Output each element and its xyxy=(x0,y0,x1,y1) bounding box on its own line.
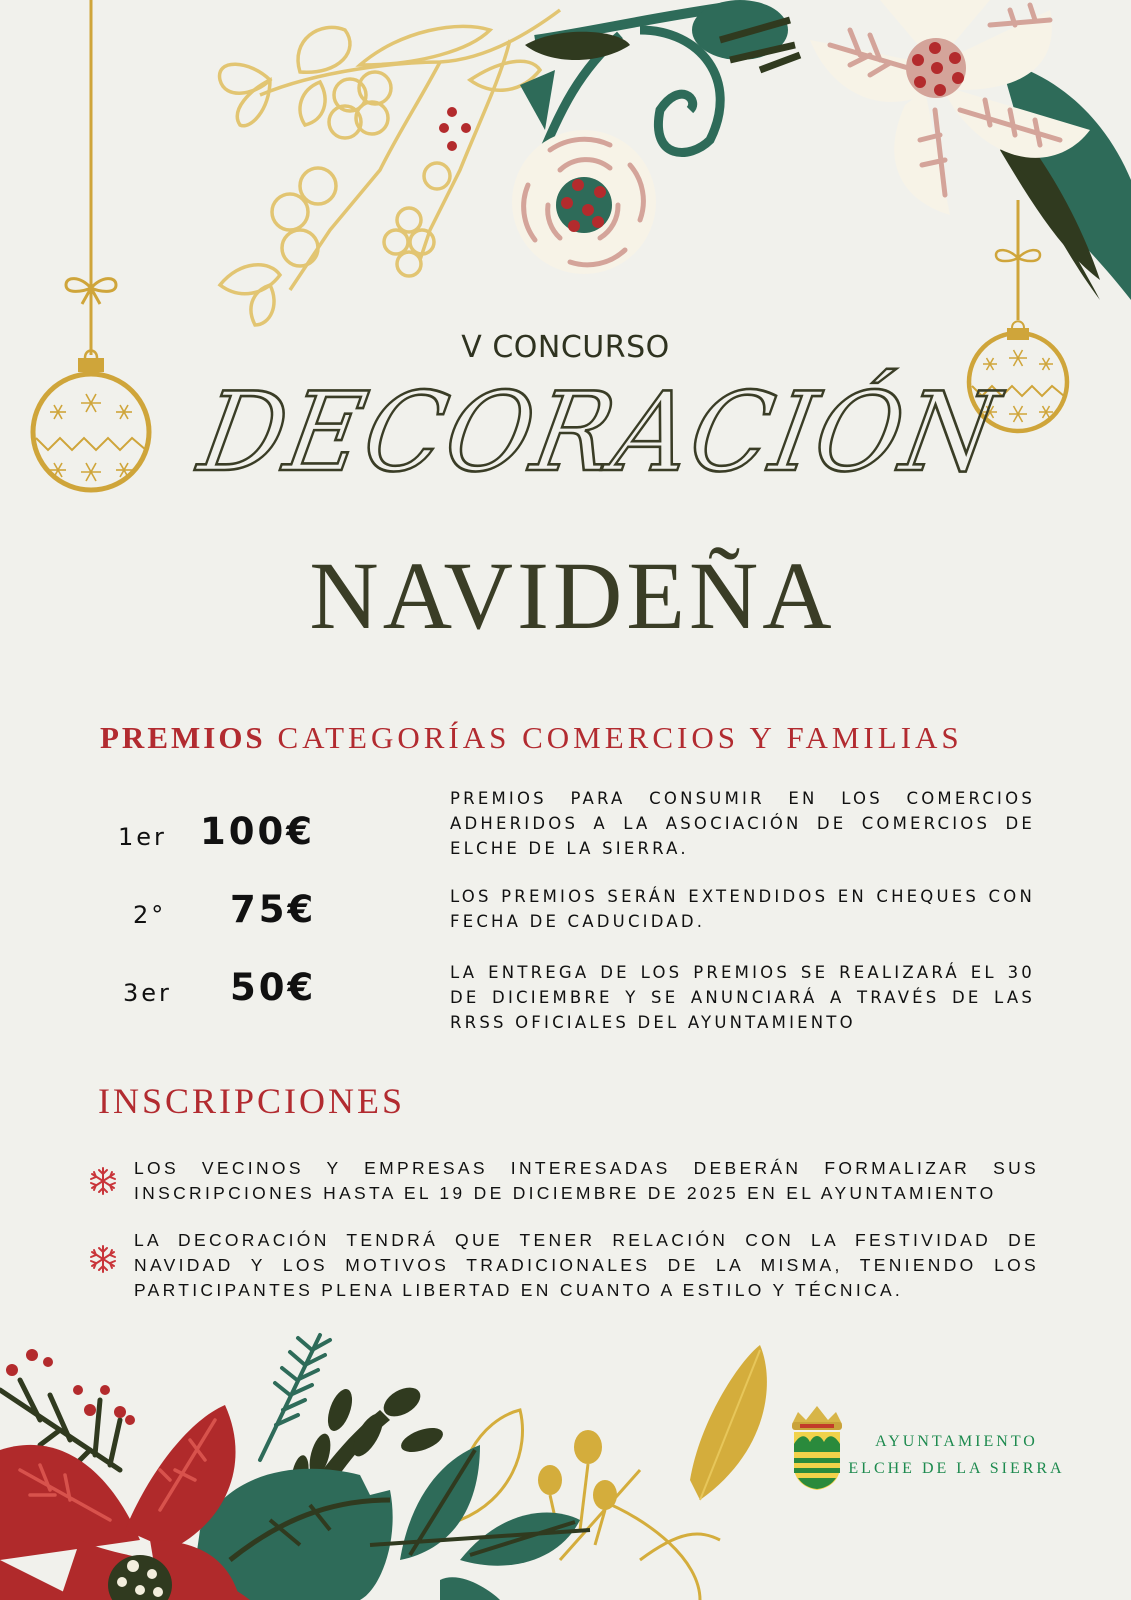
prizes-heading-rest: CATEGORÍAS COMERCIOS Y FAMILIAS xyxy=(277,720,963,755)
white-poinsettia-icon xyxy=(810,0,1131,300)
organizer-line-1: AYUNTAMIENTO xyxy=(875,1433,1038,1450)
prize-row-3 xyxy=(100,966,340,1016)
coat-of-arms-icon xyxy=(786,1404,848,1490)
inscription-bullet-text: LA DECORACIÓN TENDRÁ QUE TENER RELACIÓN CON LA FESTIVIDAD DE NAVIDAD Y LOS MOTIVOS TRADICIONALES DE LA MISMA, TENIENDO LOS PARTICIPANTES PLENA LIBERTAD EN CUANTO A ESTILO Y TÉCNICA. xyxy=(134,1230,1039,1300)
inscription-bullet-text: LOS VECINOS Y EMPRESAS INTERESADAS DEBERÁN FORMALIZAR SUS INSCRIPCIONES HASTA EL 19 DE DICIEMBRE DE 2025 EN EL AYUNTAMIENTO xyxy=(134,1158,1039,1203)
inscriptions-heading: INSCRIPCIONES xyxy=(98,1081,406,1121)
prize-note-delivery: LA ENTREGA DE LOS PREMIOS SE REALIZARÁ EL 30 DE DICIEMBRE Y SE ANUNCIARÁ A TRAVÉS DE LAS RRSS OFICIALES DEL AYUNTAMIENTO xyxy=(450,963,1035,1032)
prize-row-2 xyxy=(100,888,340,938)
prizes-heading xyxy=(100,720,963,756)
prize-amount: 75€ xyxy=(230,888,317,931)
prize-row-1 xyxy=(100,810,340,860)
prize-rank: 2° xyxy=(133,901,167,929)
organizer-name xyxy=(844,1428,1069,1482)
prize-amount: 50€ xyxy=(230,966,317,1009)
prize-note-cheques: LOS PREMIOS SERÁN EXTENDIDOS EN CHEQUES CON FECHA DE CADUCIDAD. xyxy=(450,887,1035,931)
gold-branch-icon xyxy=(220,10,560,325)
title-script: DECORACIÓN xyxy=(191,368,1009,497)
bottom-bouquet-icon xyxy=(0,1335,767,1600)
prize-amount: 100€ xyxy=(200,810,315,853)
green-vine-icon xyxy=(520,0,820,160)
title-serif: NAVIDEÑA xyxy=(309,542,836,649)
prize-rank: 3er xyxy=(123,979,172,1007)
prize-note-consumption: PREMIOS PARA CONSUMIR EN LOS COMERCIOS ADHERIDOS A LA ASOCIACIÓN DE COMERCIOS DE ELCHE DE LA SIERRA. xyxy=(450,789,1035,858)
red-berries-icon xyxy=(439,107,471,151)
prizes-heading-strong: PREMIOS xyxy=(100,720,266,755)
organizer-line-2: ELCHE DE LA SIERRA xyxy=(848,1460,1065,1477)
snowflake-icon xyxy=(88,1166,118,1196)
prize-rank: 1er xyxy=(118,823,167,851)
ornament-left-icon xyxy=(33,0,149,490)
contest-edition-label: V CONCURSO xyxy=(461,330,670,365)
pink-flower-icon xyxy=(512,130,656,274)
snowflake-icon xyxy=(88,1244,118,1274)
